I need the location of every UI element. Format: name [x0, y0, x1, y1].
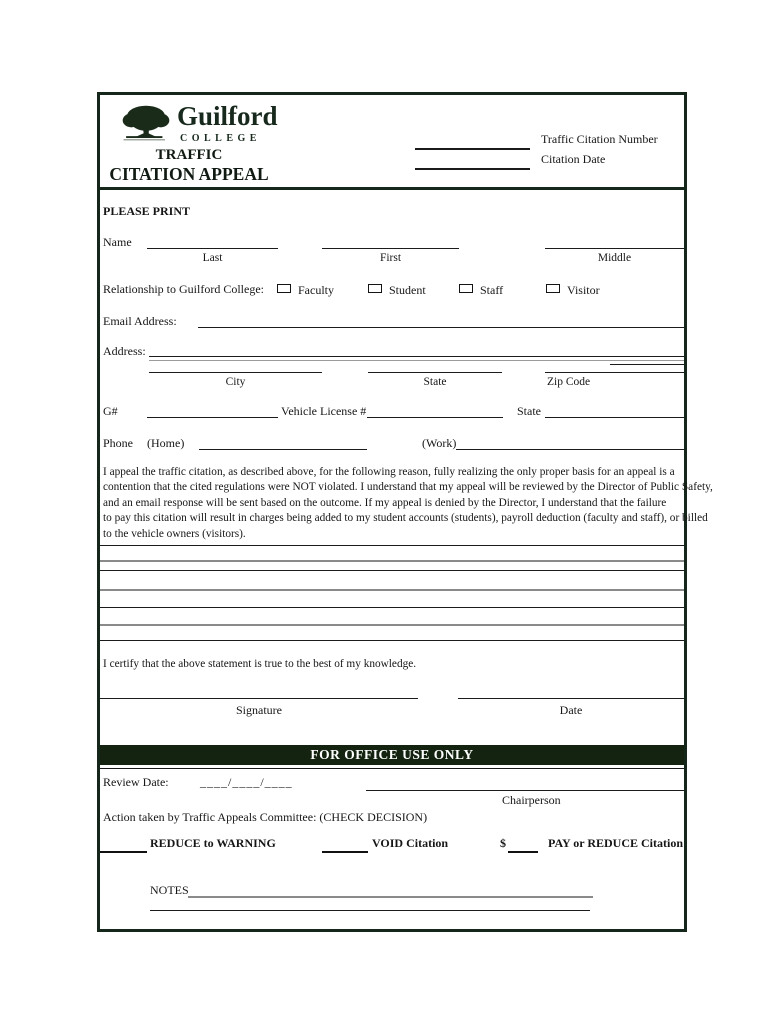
- signature-field[interactable]: [100, 698, 418, 699]
- pay-amount-field[interactable]: [508, 851, 538, 853]
- form-title-line1: TRAFFIC: [155, 147, 223, 163]
- appeal-reason-line[interactable]: [100, 560, 684, 562]
- form-title-line2: CITATION APPEAL: [109, 164, 269, 184]
- faculty-label: Faculty: [298, 283, 334, 297]
- appeal-reason-line[interactable]: [100, 624, 684, 626]
- appeal-reason-line[interactable]: [100, 607, 684, 608]
- appeal-statement-line4: to pay this citation will result in charges being added to my student accounts (students), payroll deduction (faculty and staff), or billed: [103, 512, 708, 524]
- decision-pay-or-reduce-label: PAY or REDUCE Citation: [548, 836, 684, 850]
- appeal-reason-line[interactable]: [100, 570, 684, 571]
- phone-work-label: (Work): [422, 436, 457, 450]
- vehicle-license-field[interactable]: [367, 417, 503, 418]
- relationship-option-faculty[interactable]: [277, 281, 334, 299]
- chairperson-label: Chairperson: [502, 793, 561, 807]
- vehicle-state-label: State: [517, 404, 541, 418]
- address-field-line2[interactable]: [610, 364, 684, 365]
- please-print-label: PLEASE PRINT: [103, 204, 191, 218]
- faculty-checkbox[interactable]: [277, 284, 291, 293]
- certify-statement: I certify that the above statement is true to the best of my knowledge.: [103, 658, 417, 670]
- dollar-sign-label: $: [500, 836, 506, 850]
- date-label: Date: [559, 703, 583, 717]
- appeal-reason-line[interactable]: [100, 545, 684, 546]
- relationship-option-visitor[interactable]: [546, 281, 600, 299]
- reduce-to-warning-check-field[interactable]: [100, 851, 147, 853]
- student-checkbox[interactable]: [368, 284, 382, 293]
- email-label: Email Address:: [103, 314, 177, 328]
- staff-label: Staff: [480, 283, 504, 297]
- traffic-citation-number-label: Traffic Citation Number: [541, 132, 658, 146]
- name-first-field[interactable]: [322, 248, 459, 249]
- g-number-field[interactable]: [147, 417, 278, 418]
- void-citation-check-field[interactable]: [322, 851, 368, 853]
- phone-home-field[interactable]: [199, 449, 367, 450]
- decision-reduce-to-warning-label: REDUCE to WARNING: [150, 836, 276, 850]
- name-label: Name: [103, 235, 132, 249]
- address-field-echo-line: [149, 360, 684, 361]
- citation-date-label: Citation Date: [541, 152, 606, 166]
- phone-label: Phone: [103, 436, 133, 450]
- phone-home-label: (Home): [147, 436, 185, 450]
- header-divider: [100, 187, 684, 190]
- relationship-label: Relationship to Guilford College:: [103, 282, 264, 296]
- office-divider: [100, 768, 684, 769]
- appeal-reason-line[interactable]: [100, 589, 684, 591]
- appeal-statement-line2: contention that the cited regulations were NOT violated. I understand that my appeal will be reviewed by the Director of Public Safety,: [103, 481, 713, 493]
- appeal-statement-line5: to the vehicle owners (visitors).: [103, 528, 246, 540]
- appeal-statement-line3: and an email response will be sent based on the outcome. If my appeal is denied by the Director, I understand that the failure: [103, 497, 667, 509]
- decision-void-citation-label: VOID Citation: [372, 836, 449, 850]
- appeal-statement-line1: I appeal the traffic citation, as described above, for the following reason, fully realizing the only proper basis for an appeal is a: [103, 466, 675, 478]
- address-field[interactable]: [149, 356, 684, 357]
- chairperson-field[interactable]: [366, 790, 684, 791]
- notes-field-line2[interactable]: [150, 910, 590, 911]
- name-middle-field[interactable]: [545, 248, 684, 249]
- review-date-field[interactable]: ____/____/____: [200, 775, 293, 789]
- zip-field[interactable]: [545, 372, 684, 373]
- notes-label: NOTES: [150, 883, 189, 897]
- address-state-field[interactable]: [368, 372, 502, 373]
- notes-field-line1[interactable]: [188, 896, 593, 898]
- brand-subtitle: COLLEGE: [180, 133, 261, 144]
- student-label: Student: [389, 283, 426, 297]
- name-last-field[interactable]: [147, 248, 278, 249]
- relationship-option-staff[interactable]: [459, 281, 503, 299]
- zip-sublabel: Zip Code: [547, 376, 591, 388]
- visitor-label: Visitor: [567, 283, 600, 297]
- phone-work-field[interactable]: [456, 449, 684, 450]
- city-field[interactable]: [149, 372, 322, 373]
- guilford-tree-logo-icon: [120, 104, 172, 142]
- review-date-label: Review Date:: [103, 775, 169, 789]
- state-sublabel: State: [423, 376, 447, 388]
- relationship-option-student[interactable]: [368, 281, 426, 299]
- citation-appeal-form: [97, 92, 713, 932]
- name-last-sublabel: Last: [202, 252, 223, 264]
- signature-label: Signature: [236, 703, 282, 717]
- visitor-checkbox[interactable]: [546, 284, 560, 293]
- signature-date-field[interactable]: [458, 698, 684, 699]
- staff-checkbox[interactable]: [459, 284, 473, 293]
- city-sublabel: City: [225, 376, 246, 388]
- address-label: Address:: [103, 344, 146, 358]
- citation-date-field[interactable]: [415, 168, 530, 170]
- email-field[interactable]: [198, 327, 684, 328]
- office-use-banner: FOR OFFICE USE ONLY: [100, 745, 684, 765]
- appeal-reason-line[interactable]: [100, 640, 684, 641]
- action-taken-label: Action taken by Traffic Appeals Committee: (CHECK DECISION): [103, 810, 428, 824]
- name-first-sublabel: First: [379, 252, 402, 264]
- g-number-label: G#: [103, 404, 118, 418]
- vehicle-state-field[interactable]: [545, 417, 684, 418]
- vehicle-license-label: Vehicle License #: [281, 404, 367, 418]
- traffic-citation-number-field[interactable]: [415, 148, 530, 150]
- brand-name: Guilford: [177, 101, 278, 131]
- name-middle-sublabel: Middle: [597, 252, 632, 264]
